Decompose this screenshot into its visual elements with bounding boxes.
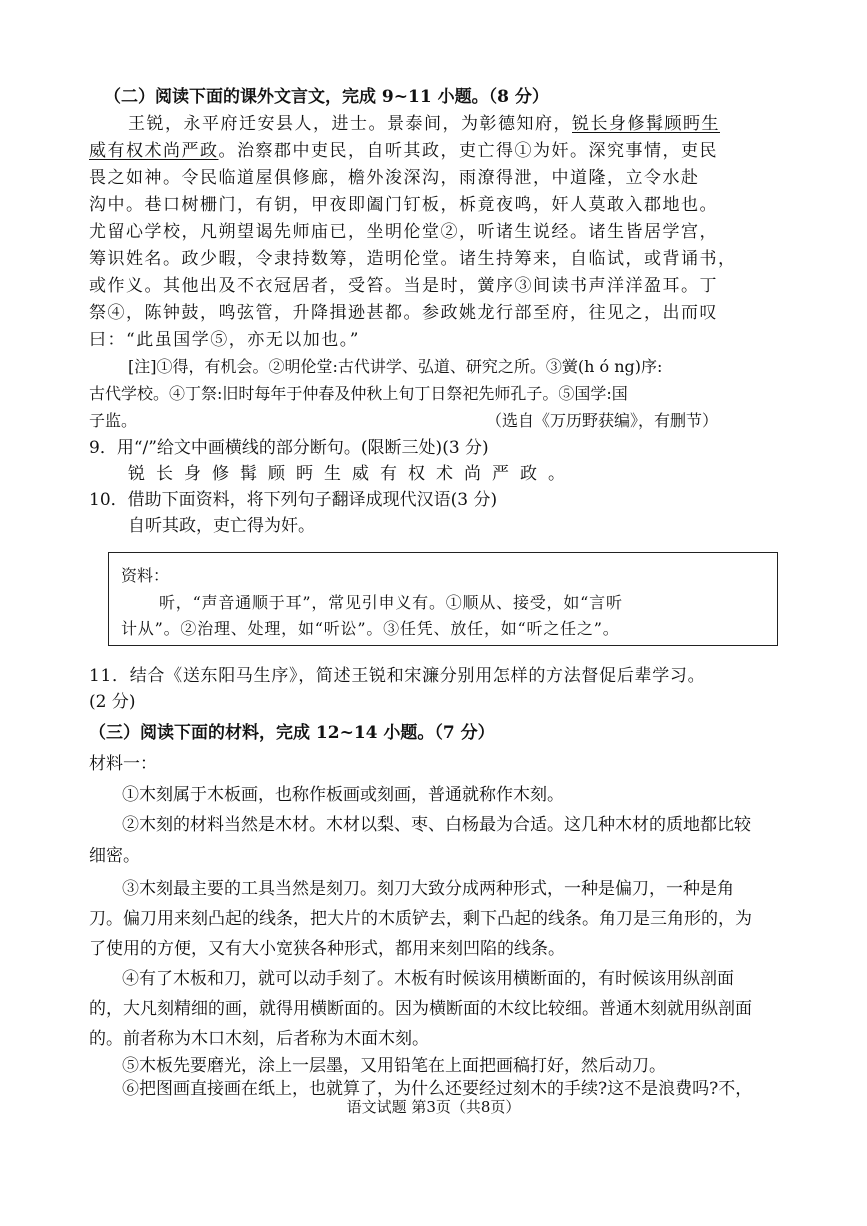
- passage-line-6: 筹识姓名。政少暇，令隶持数筹，造明伦堂。诸生持筹来，自临试，或背诵书，: [89, 249, 737, 269]
- passage-line-3: 畏之如神。令民临道屋俱修廊，檐外浚深沟，雨潦得泄，中道隆，立令水赴: [89, 168, 700, 188]
- passage-line-8: 祭④，陈钟鼓，鸣弦管，升降揖逊甚都。参政姚龙行部至府，往见之，出而叹: [89, 303, 718, 323]
- passage-line-7: 或作义。其他出及不衣冠居者，受笞。当是时，黉序③间读书声洋洋盈耳。丁: [89, 276, 718, 296]
- material-line-9: 的。前者称为木口木刻，后者称为木面木刻。: [89, 1029, 429, 1049]
- question-11-line-1: 11．结合《送东阳马生序》，简述王锐和宋濂分别用怎样的方法督促后辈学习。: [89, 666, 706, 686]
- question-10-prompt: 10．借助下面资料，将下列句子翻译成现代汉语(3 分): [89, 490, 498, 510]
- material-line-7: ④有了木板和刀，就可以动手刻了。木板有时候该用横断面的，有时候该用纵剖面: [122, 969, 734, 989]
- section-2-heading: （二）阅读下面的课外文言文，完成 9~11 小题。（8 分）: [104, 87, 549, 107]
- reference-box-line-1: 听，“声音通顺于耳”，常见引申义有。①顺从、接受，如“言听: [159, 593, 623, 612]
- material-line-1: ①木刻属于木板画，也称作板画或刻画，普通就称作木刻。: [122, 785, 564, 805]
- section-3-heading: （三）阅读下面的材料，完成 12~14 小题。（7 分）: [89, 723, 495, 743]
- material-line-10: ⑤木板先要磨光，涂上一层墨，又用铅笔在上面把画稿打好，然后动刀。: [122, 1056, 666, 1076]
- passage-text: 。治察郡中吏民，自听其政，吏亡得①为奸。深究事情，吏民: [218, 141, 718, 161]
- material-line-4: ③木刻最主要的工具当然是刻刀。刻刀大致分成两种形式，一种是偏刀，一种是角: [122, 879, 734, 899]
- passage-line-2: [89, 140, 718, 162]
- page-footer: 语文试题 第3页（共8页）: [346, 1098, 521, 1116]
- question-9-prompt: 9．用“/”给文中画横线的部分断句。(限断三处)(3 分): [89, 438, 489, 458]
- material-line-11: ⑥把图画直接画在纸上，也就算了，为什么还要经过刻木的手续?这不是浪费吗?不，: [122, 1079, 753, 1099]
- material-line-8: 的，大凡刻精细的画，就得用横断面的。因为横断面的木纹比较细。普通木刻就用纵剖面: [89, 999, 752, 1019]
- passage-line-9: 曰：“此虽国学⑤，亦无以加也。”: [89, 330, 360, 350]
- material-line-3: 细密。: [89, 846, 140, 866]
- material-line-2: ②木刻的材料当然是木材。木材以梨、枣、白杨最为合适。这几种木材的质地都比较: [122, 815, 751, 835]
- passage-line-5: 尤留心学校，凡朔望谒先师庙已，坐明伦堂②，听诸生说经。诸生皆居学宫，: [89, 222, 718, 242]
- source-citation: （选自《万历野获编》，有删节）: [486, 411, 719, 430]
- material-line-5: 刀。偏刀用来刻凸起的线条，把大片的木质铲去，剩下凸起的线条。角刀是三角形的，为: [89, 909, 752, 929]
- reference-box-line-2: 计从”。②治理、处理，如“听讼”。③任凭、放任，如“听之任之”。: [121, 619, 620, 638]
- reference-box-title: 资料：: [121, 566, 170, 585]
- passage-line-1: [128, 113, 720, 135]
- material-line-6: 了使用的方便，又有大小宽狭各种形式，都用来刻凹陷的线条。: [89, 939, 565, 959]
- underlined-text: 威有权术尚严政: [89, 141, 219, 161]
- note-line-2: 古代学校。④丁祭:旧时每年于仲春及仲秋上旬丁日祭祀先师孔子。⑤国学:国: [89, 384, 628, 403]
- passage-text: 王锐，永平府迁安县人，进士。景泰间，为彰德知府，: [128, 114, 572, 134]
- question-11-line-2: (2 分): [89, 692, 136, 712]
- passage-line-4: 沟中。巷口树栅门，有钥，甲夜即阖门钉板，柝竟夜鸣，奸人莫敢入郡地也。: [89, 195, 718, 215]
- underlined-text: 锐长身修髯顾眄生: [572, 114, 720, 134]
- note-line-1: [注]①得，有机会。②明伦堂:古代讲学、弘道、研究之所。③黉(h ó ng)序:: [128, 357, 663, 376]
- question-9-text: 锐长身修髯顾眄生威有权术尚严政。: [128, 464, 576, 484]
- material-1-label: 材料一：: [89, 754, 157, 774]
- note-line-3: 子监。: [89, 411, 138, 430]
- question-10-sentence: 自听其政，吏亡得为奸。: [128, 516, 315, 536]
- reference-box: [108, 552, 778, 646]
